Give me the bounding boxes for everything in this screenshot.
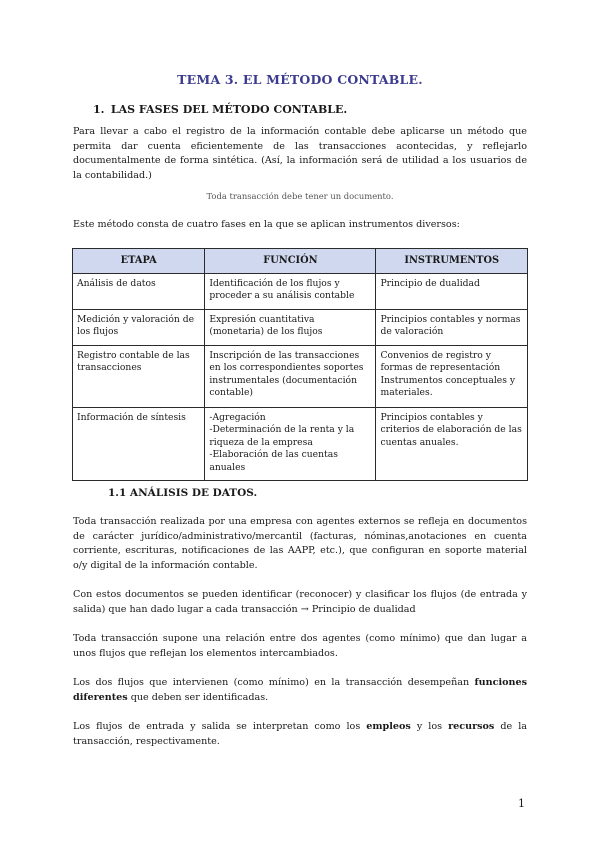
- cell-line: -Determinación de la renta y la riqueza de la empresa: [209, 424, 355, 448]
- section-title: LAS FASES DEL MÉTODO CONTABLE.: [110, 103, 348, 116]
- cell-funcion: [205, 274, 376, 310]
- paragraph-documents: Toda transacción realizada por una empresa con agentes externos se refleja en documentos de carácter jurídico/administrativo/mercantil (facturas, nóminas,anotaciones en cuenta corriente, escrituras, notificaciones de las AAPP, etc.), que configuran en soporte material o/y digital de la información contable.: [73, 516, 527, 571]
- cell-line: -Agregación: [209, 412, 266, 423]
- table-row: [73, 408, 528, 481]
- cell-line: Principios contables y normas de valoración: [380, 314, 521, 338]
- section-heading: [93, 103, 347, 116]
- text-run: que deben ser identificadas.: [127, 691, 269, 703]
- header-funcion: FUNCIÓN: [205, 249, 376, 274]
- cell-line: Principios contables y criterios de elaboración de las cuentas anuales.: [380, 412, 522, 448]
- text-run: Los dos flujos que intervienen (como mínimo) en la transacción desempeñan: [73, 677, 475, 688]
- bold-term: empleos: [366, 721, 411, 732]
- cell-instrumentos: [376, 274, 528, 310]
- cell-line: Principio de dualidad: [380, 278, 480, 289]
- table-row: [73, 346, 528, 408]
- page-title: TEMA 3. EL MÉTODO CONTABLE.: [177, 72, 423, 87]
- subsection-heading: 1.1 ANÁLISIS DE DATOS.: [108, 487, 258, 499]
- note-text: Toda transacción debe tener un documento.: [206, 191, 394, 201]
- intro-paragraph: Para llevar a cabo el registro de la información contable debe aplicarse un método que permita dar cuenta eficientemente de las transacciones acontecidas, y reflejarlo documentalmente de forma sintética. (Así, la información será de utilidad a los usuarios de la contabilidad.): [73, 126, 527, 181]
- cell-line: Expresión cuantitativa (monetaria) de los flujos: [209, 314, 323, 338]
- bold-term: funciones diferentes: [73, 677, 527, 703]
- cell-line: -Elaboración de las cuentas anuales: [209, 449, 338, 473]
- bold-term: recursos: [448, 721, 495, 732]
- cell-etapa: Análisis de datos: [73, 274, 205, 310]
- cell-line: Instrumentos conceptuales y materiales.: [380, 374, 516, 399]
- cell-line: Inscripción de las transacciones en los correspondientes soportes instrumentales (documentación contable): [209, 350, 364, 399]
- header-instrumentos: INSTRUMENTOS: [376, 249, 528, 274]
- cell-line: Convenios de registro y formas de representación: [380, 350, 501, 374]
- section-number: 1.: [93, 103, 105, 116]
- table-header-row: [73, 249, 528, 274]
- cell-funcion: [205, 408, 376, 481]
- table-intro: Este método consta de cuatro fases en la que se aplican instrumentos diversos:: [73, 219, 460, 230]
- cell-etapa: Información de síntesis: [73, 408, 205, 481]
- cell-etapa: Medición y valoración de los flujos: [73, 310, 205, 346]
- header-etapa: ETAPA: [73, 249, 205, 274]
- cell-line: Identificación de los flujos y proceder a su análisis contable: [209, 278, 355, 302]
- phases-table: [72, 248, 528, 481]
- cell-etapa: Registro contable de las transacciones: [73, 346, 205, 408]
- table-row: [73, 274, 528, 310]
- cell-instrumentos: [376, 310, 528, 346]
- paragraph-identify-flows: Con estos documentos se pueden identificar (reconocer) y clasificar los flujos (de entrada y salida) que han dado lugar a cada transacción → Principio de dualidad: [73, 589, 527, 615]
- paragraph-functions: [73, 676, 527, 705]
- text-run: de la transacción, respectivamente.: [73, 721, 527, 747]
- cell-instrumentos: [376, 408, 528, 481]
- text-run: Los flujos de entrada y salida se interpretan como los: [73, 721, 367, 732]
- table-row: [73, 310, 528, 346]
- cell-instrumentos: [376, 346, 528, 408]
- paragraph-agents: Toda transacción supone una relación entre dos agentes (como mínimo) que dan lugar a unos flujos que reflejan los elementos intercambiados.: [73, 633, 527, 659]
- cell-funcion: [205, 310, 376, 346]
- text-run: y los: [410, 721, 449, 732]
- cell-funcion: [205, 346, 376, 408]
- page-number: 1: [518, 797, 525, 810]
- paragraph-uses-resources: [73, 720, 527, 749]
